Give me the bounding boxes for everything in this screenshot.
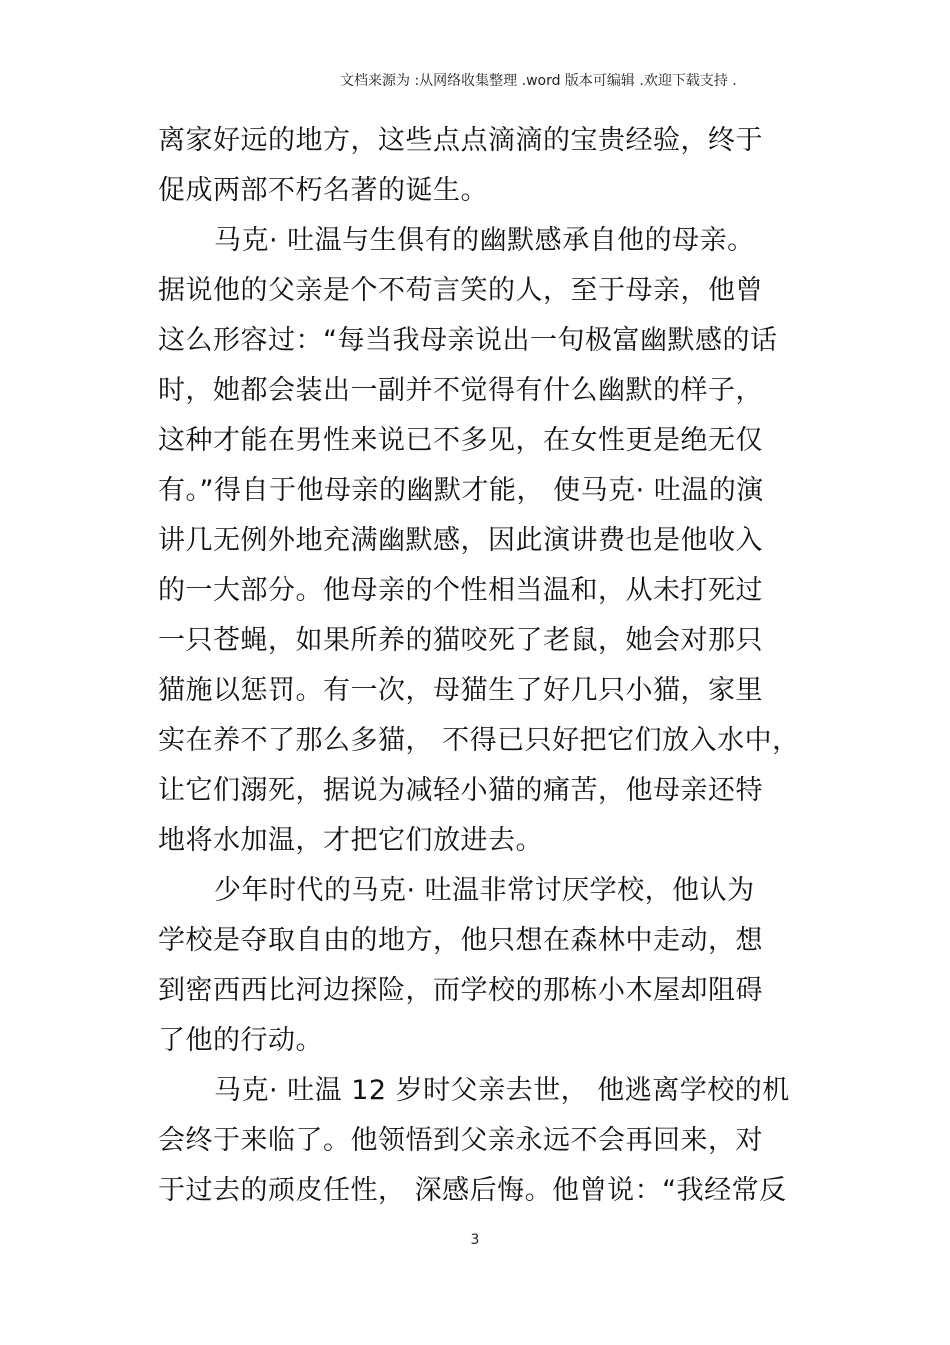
text-line: 让它们溺死，据说为减轻小猫的痛苦，他母亲还特 [158,775,763,806]
text-line: 到密西西比河边探险，而学校的那栋小木屋却阻碍 [158,975,763,1006]
text-line: 的一大部分。他母亲的个性相当温和，从未打死过 [158,575,763,606]
text-line: 一只苍蝇，如果所养的猫咬死了老鼠，她会对那只 [158,625,763,656]
text-line: 于过去的顽皮任性， 深感后悔。他曾说：“我经常反 [158,1175,787,1206]
text-line: 会终于来临了。他领悟到父亲永远不会再回来，对 [158,1125,763,1156]
text-line: 实在养不了那么多猫， 不得已只好把它们放入水中， [158,725,800,756]
text-line: 马克· 吐温 12 岁时父亲去世， 他逃离学校的机 [214,1075,790,1106]
text-line: 这种才能在男性来说已不多见，在女性更是绝无仅 [158,425,763,456]
text-line: 离家好远的地方，这些点点滴滴的宝贵经验，终于 [158,125,763,156]
page-number: 3 [470,1232,480,1248]
text-line: 马克· 吐温与生俱有的幽默感承自他的母亲。 [214,225,755,256]
page-header: 文档来源为 :从网络收集整理 .word 版本可编辑 .欢迎下载支持 . [340,73,737,89]
text-line: 学校是夺取自由的地方，他只想在森林中走动，想 [158,925,763,956]
text-line: 促成两部不朽名著的诞生。 [158,175,488,206]
text-line: 少年时代的马克· 吐温非常讨厌学校，他认为 [214,875,755,906]
text-line: 了他的行动。 [158,1025,323,1056]
text-line: 这么形容过：“每当我母亲说出一句极富幽默感的话 [158,325,778,356]
text-line: 时，她都会装出一副并不觉得有什么幽默的样子， [158,375,763,406]
text-line: 据说他的父亲是个不苟言笑的人，至于母亲，他曾 [158,275,763,306]
text-line: 地将水加温，才把它们放进去。 [158,825,543,856]
text-line: 有。”得自于他母亲的幽默才能， 使马克· 吐温的演 [158,475,764,506]
text-line: 猫施以惩罚。有一次，母猫生了好几只小猫，家里 [158,675,763,706]
text-line: 讲几无例外地充满幽默感，因此演讲费也是他收入 [158,525,763,556]
